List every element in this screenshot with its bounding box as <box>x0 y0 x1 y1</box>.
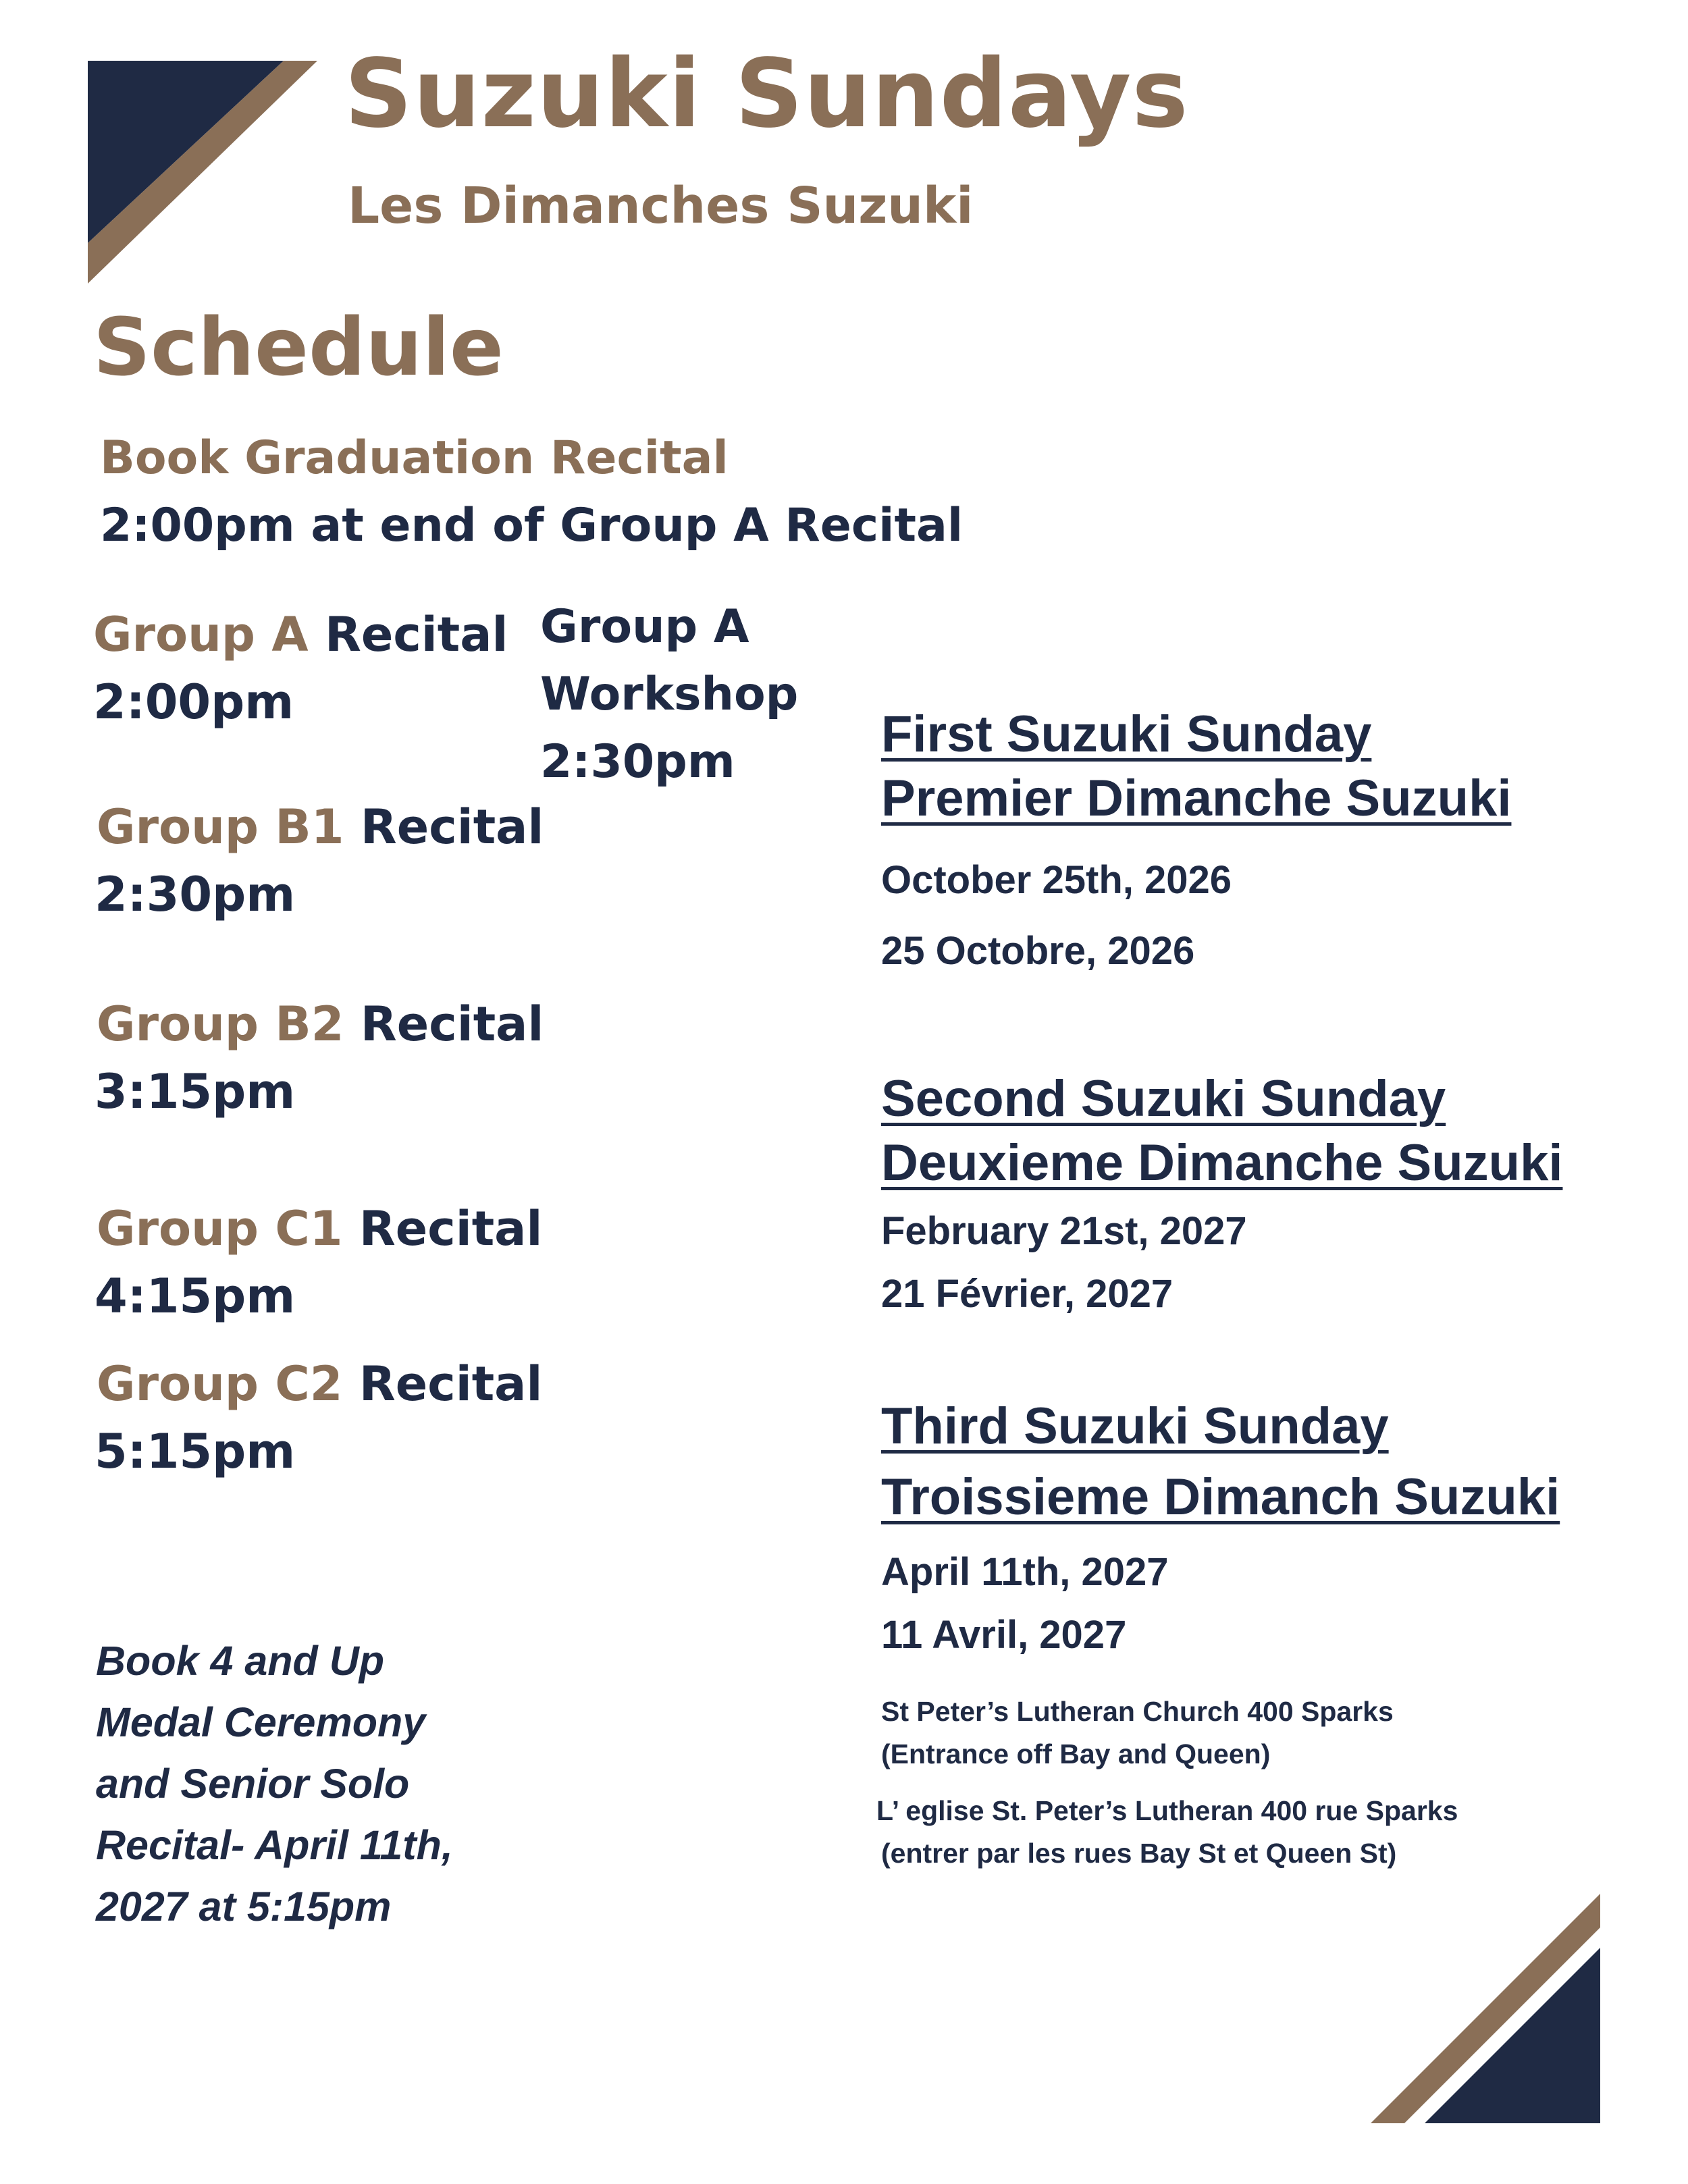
event-1-date-fr: 25 Octobre, 2026 <box>881 929 1195 973</box>
group-a-recital-label <box>93 607 508 662</box>
group-b2-recital-time: 3:15pm <box>95 1064 296 1119</box>
page-title: Suzuki Sundays <box>344 39 1189 149</box>
recital-label: Recital <box>360 799 544 855</box>
workshop-group: Group A <box>540 600 749 654</box>
event-2-date-fr: 21 Février, 2027 <box>881 1272 1173 1316</box>
medal-note-line: and Senior Solo <box>96 1761 410 1807</box>
group-name: Group C2 <box>97 1356 343 1412</box>
event-2-date-en: February 21st, 2027 <box>881 1209 1247 1253</box>
workshop-time: 2:30pm <box>540 735 735 789</box>
group-a-recital-time: 2:00pm <box>93 674 294 730</box>
event-2-title-fr: Deuxieme Dimanche Suzuki <box>881 1134 1563 1192</box>
recital-label: Recital <box>359 1201 543 1256</box>
event-3-date-fr: 11 Avril, 2027 <box>881 1613 1127 1657</box>
location-fr-line1: L’ eglise St. Peter’s Lutheran 400 rue Sparks <box>876 1795 1458 1826</box>
page-subtitle: Les Dimanches Suzuki <box>348 177 974 235</box>
medal-ceremony-note <box>96 1630 582 1938</box>
group-b1-recital-time: 2:30pm <box>95 867 296 922</box>
medal-note-line: Medal Ceremony <box>96 1699 426 1745</box>
group-name: Group B1 <box>97 799 344 855</box>
medal-note-line: Book 4 and Up <box>96 1638 385 1684</box>
event-1-title-en: First Suzuki Sunday <box>881 705 1372 763</box>
group-name: Group C1 <box>97 1201 343 1256</box>
medal-note-line: Recital- April 11th, <box>96 1822 453 1868</box>
recital-label: Recital <box>359 1356 543 1412</box>
group-c1-recital-label <box>97 1201 543 1256</box>
schedule-heading: Schedule <box>93 300 504 394</box>
event-3-date-en: April 11th, 2027 <box>881 1550 1169 1594</box>
event-1-title-fr: Premier Dimanche Suzuki <box>881 770 1512 827</box>
group-name: Group A <box>93 607 309 662</box>
group-c1-recital-time: 4:15pm <box>95 1269 296 1324</box>
event-2-title-en: Second Suzuki Sunday <box>881 1070 1446 1127</box>
group-name: Group B2 <box>97 996 344 1052</box>
event-3-title-en: Third Suzuki Sunday <box>881 1397 1389 1455</box>
event-3-title-fr: Troissieme Dimanch Suzuki <box>881 1468 1560 1526</box>
location-en-line2: (Entrance off Bay and Queen) <box>881 1738 1271 1769</box>
book-graduation-time: 2:00pm at end of Group A Recital <box>100 499 964 552</box>
recital-label: Recital <box>360 996 544 1052</box>
book-graduation-title: Book Graduation Recital <box>100 431 729 485</box>
top-left-corner-decoration <box>88 61 317 290</box>
event-1-date-en: October 25th, 2026 <box>881 858 1232 902</box>
group-b2-recital-label <box>97 996 544 1052</box>
medal-note-line: 2027 at 5:15pm <box>96 1884 392 1929</box>
group-b1-recital-label <box>97 799 544 855</box>
location-fr-line2: (entrer par les rues Bay St et Queen St) <box>881 1838 1397 1869</box>
bottom-right-corner-decoration <box>1371 1894 1600 2123</box>
recital-label: Recital <box>324 607 508 662</box>
location-en-line1: St Peter’s Lutheran Church 400 Sparks <box>881 1696 1394 1727</box>
workshop-label: Workshop <box>540 668 799 721</box>
group-c2-recital-time: 5:15pm <box>95 1424 296 1479</box>
group-c2-recital-label <box>97 1356 543 1412</box>
